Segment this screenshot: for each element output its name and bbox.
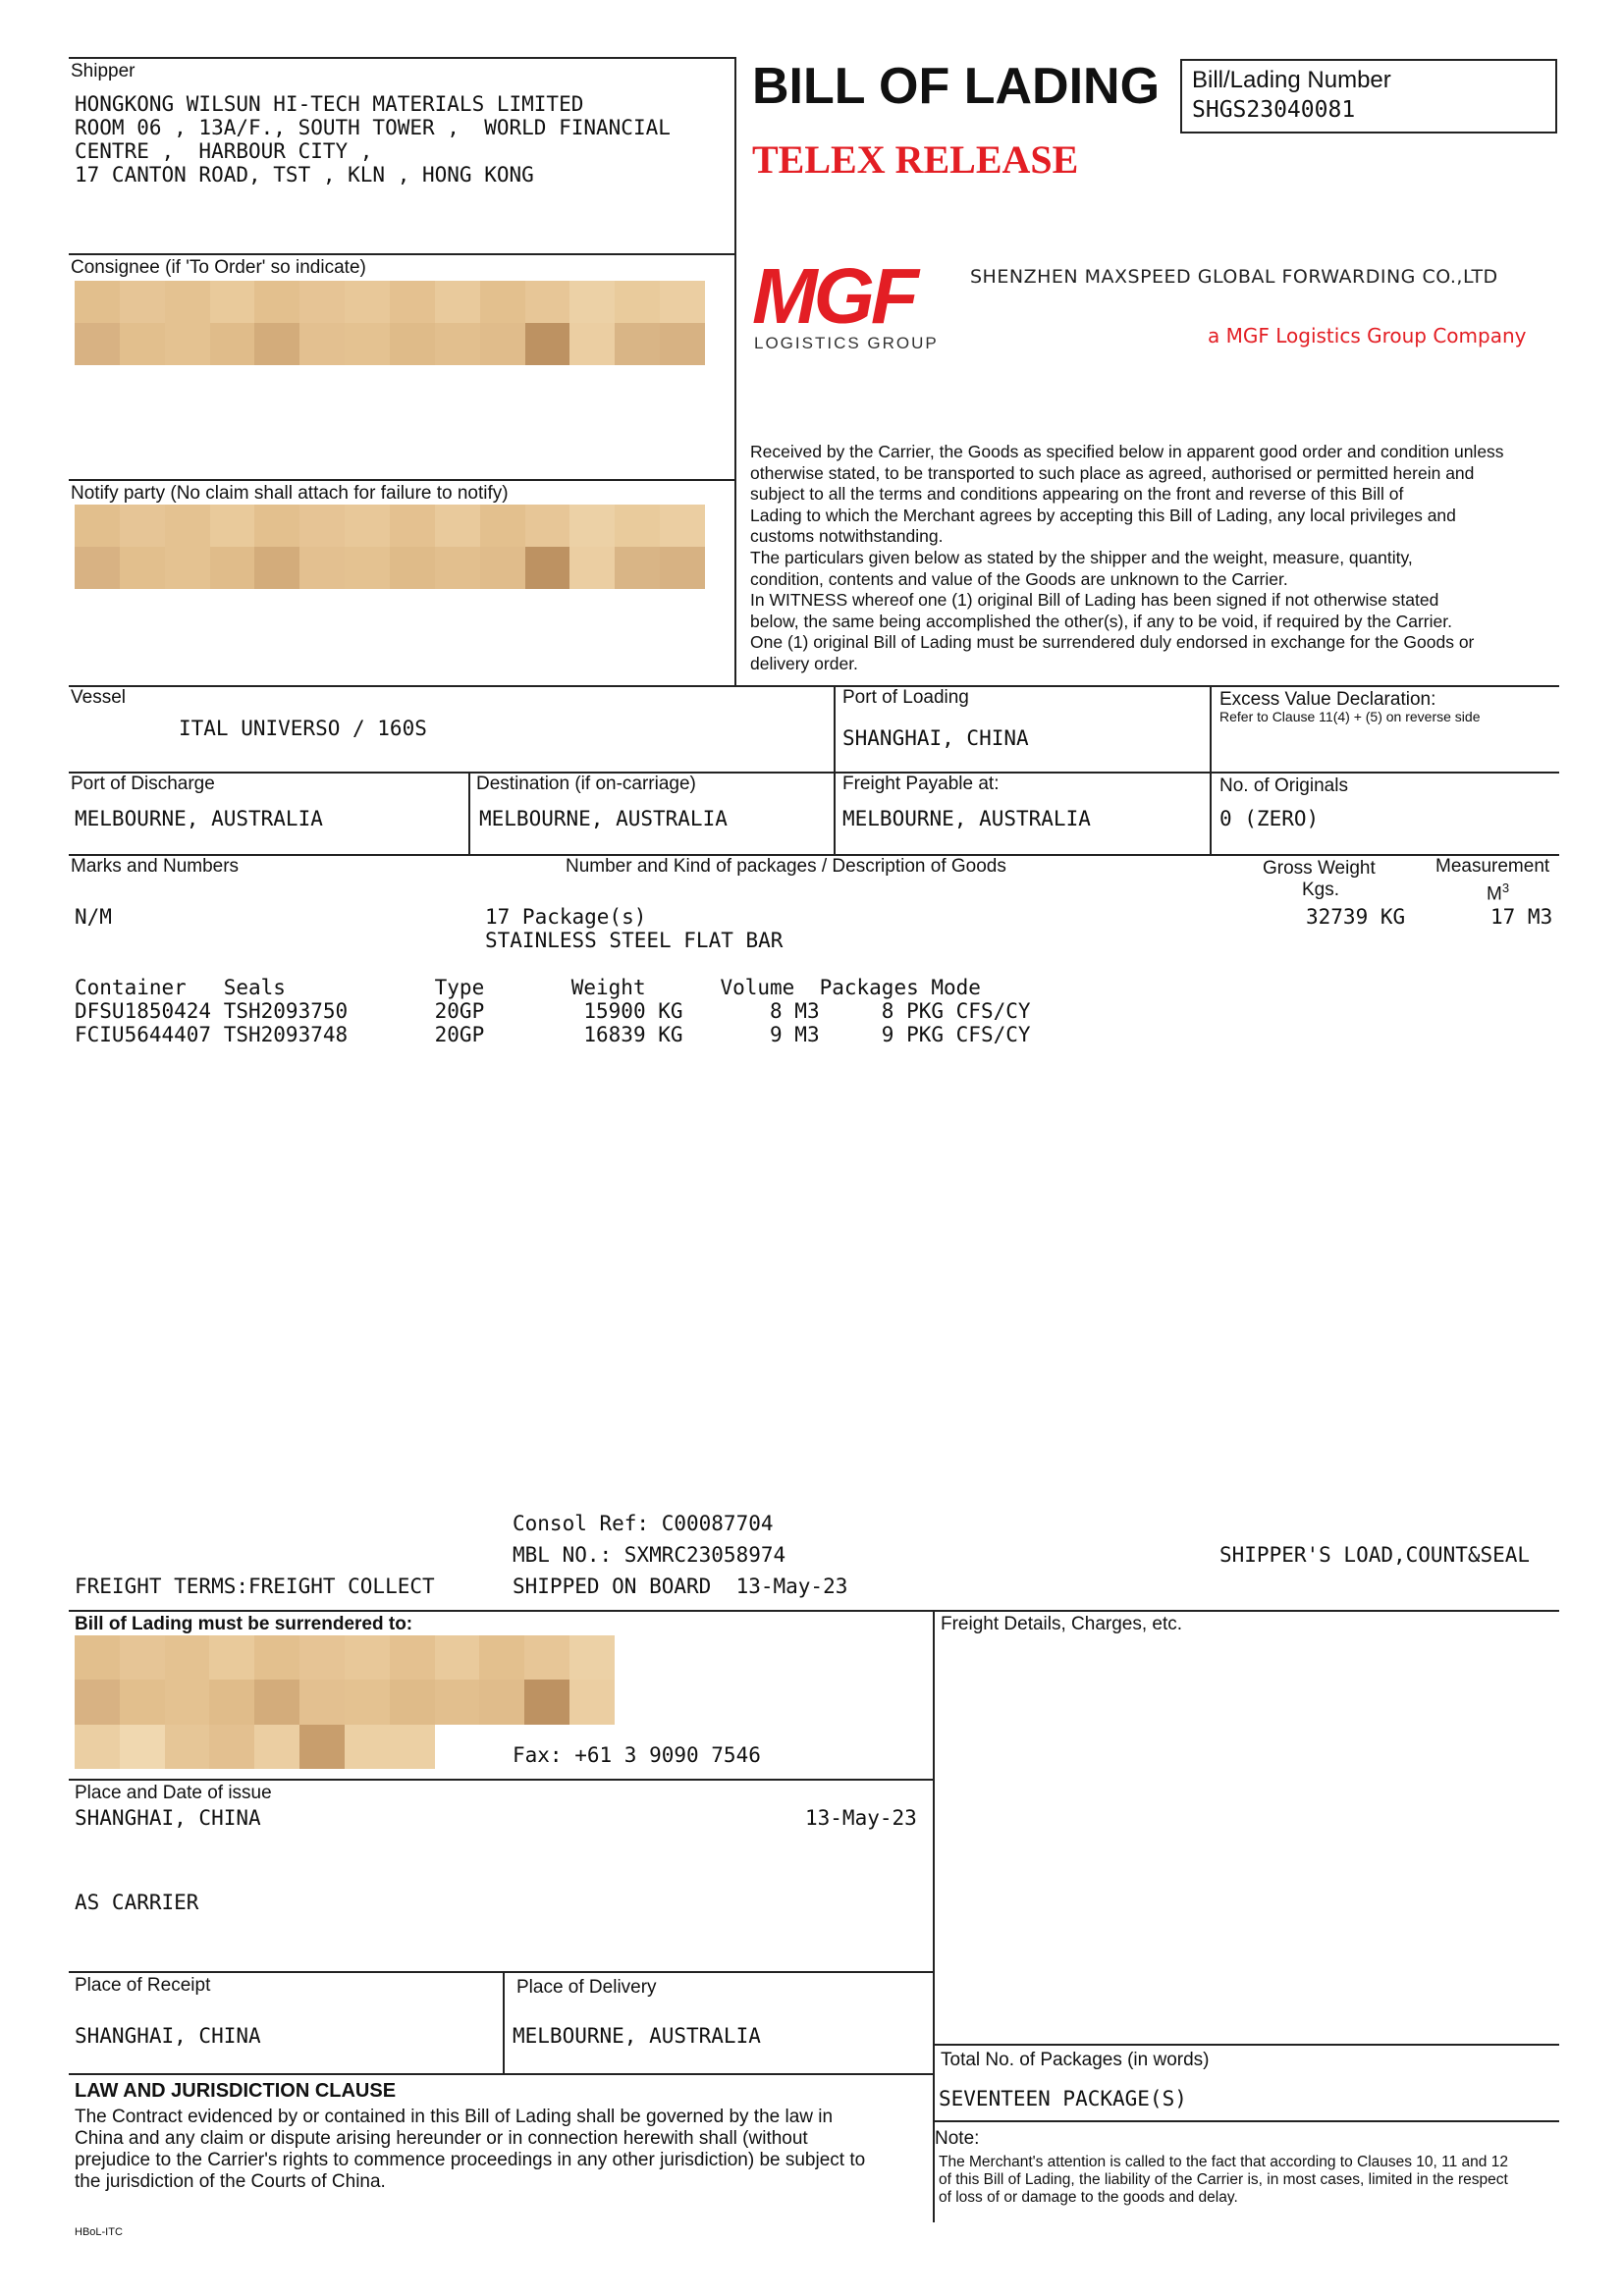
gross-weight-unit: Kgs. (1302, 880, 1340, 900)
law-text (75, 2107, 865, 2193)
consignee-label: Consignee (if 'To Order' so indicate) (71, 257, 366, 278)
receipt-value: SHANGHAI, CHINA (75, 2024, 261, 2048)
receipt-terms (750, 442, 1561, 675)
freight-payable-label: Freight Payable at: (842, 774, 1000, 794)
mbl-number: MBL NO.: SXMRC23058974 (513, 1543, 786, 1567)
measurement-label: Measurement (1435, 856, 1550, 877)
consol-ref: Consol Ref: C00087704 (513, 1512, 774, 1535)
measurement-value: 17 M3 (1490, 905, 1553, 929)
rule-issue-bottom (69, 1971, 933, 1973)
container-table-header: Container Seals Type Weight Volume Packages Mode (75, 976, 981, 999)
description-label: Number and Kind of packages / Description of Goods (566, 856, 1006, 877)
rule-receipt-bottom (69, 2073, 935, 2075)
rule-row-vessel (69, 685, 1559, 687)
rule-bottom-top (69, 1610, 1559, 1612)
freight-details-label: Freight Details, Charges, etc. (941, 1614, 1183, 1634)
shipper-load-count-seal: SHIPPER'S LOAD,COUNT&SEAL (1219, 1543, 1531, 1567)
mgf-logo (752, 252, 948, 355)
rule-receipt-right (503, 1971, 505, 2073)
mgf-logo-subtext: LOGISTICS GROUP (754, 334, 939, 352)
rule-v-col4 (1210, 685, 1212, 854)
law-line: the jurisdiction of the Courts of China. (75, 2171, 386, 2192)
terms-line: Lading to which the Merchant agrees by accepting this Bill of Lading, any local privileges and (750, 505, 1456, 525)
issue-label: Place and Date of issue (75, 1783, 272, 1803)
shipper-line: HONGKONG WILSUN HI-TECH MATERIALS LIMITED (75, 92, 584, 116)
shipper-line: CENTRE , HARBOUR CITY , (75, 139, 373, 163)
rule-shipper-bottom (69, 253, 735, 255)
rule-shipper-top (69, 57, 735, 59)
measurement-unit-text: M (1487, 883, 1502, 905)
note-line: of this Bill of Lading, the liability of the Carrier is, in most cases, limited in the respect (939, 2171, 1508, 2188)
measurement-unit (1487, 878, 1509, 904)
note-line: The Merchant's attention is called to the fact that according to Clauses 10, 11 and 12 (939, 2154, 1508, 2170)
container-row: FCIU5644407 TSH2093748 20GP 16839 KG 9 M3 9 PKG CFS/CY (75, 1023, 1031, 1046)
gross-weight-label: Gross Weight (1263, 858, 1376, 879)
freight-payable-value: MELBOURNE, AUSTRALIA (842, 807, 1091, 830)
terms-line: delivery order. (750, 653, 858, 673)
issue-place: SHANGHAI, CHINA (75, 1806, 261, 1830)
law-line: The Contract evidenced by or contained in this Bill of Lading shall be governed by the law in (75, 2107, 834, 2127)
receipt-label: Place of Receipt (75, 1975, 211, 1996)
document-title: BILL OF LADING (752, 58, 1161, 115)
delivery-label: Place of Delivery (516, 1977, 657, 1998)
destination-label: Destination (if on-carriage) (476, 774, 696, 794)
goods-description: STAINLESS STEEL FLAT BAR (485, 929, 784, 952)
delivery-value: MELBOURNE, AUSTRALIA (513, 2024, 761, 2048)
destination-value: MELBOURNE, AUSTRALIA (479, 807, 728, 830)
originals-label: No. of Originals (1219, 775, 1348, 796)
pod-label: Port of Discharge (71, 774, 215, 794)
note-title: Note: (935, 2128, 980, 2149)
total-packages-label: Total No. of Packages (in words) (941, 2050, 1210, 2070)
notify-label: Notify party (No claim shall attach for failure to notify) (71, 483, 509, 504)
vessel-value: ITAL UNIVERSO / 160S (179, 717, 427, 740)
notify-redacted-block (75, 505, 705, 589)
terms-line: condition, contents and value of the Goods are unknown to the Carrier. (750, 568, 1288, 589)
surrender-fax: Fax: +61 3 9090 7546 (513, 1743, 761, 1767)
issue-date: 13-May-23 (805, 1806, 917, 1830)
excess-value-note: Refer to Clause 11(4) + (5) on reverse side (1219, 709, 1481, 724)
rule-v-col3 (834, 685, 836, 854)
terms-line: In WITNESS whereof one (1) original Bill of Lading has been signed if not otherwise stated (750, 590, 1439, 611)
terms-line: otherwise stated, to be transported to such place as agreed, authorised or permitted herein and (750, 462, 1475, 483)
carrier-tagline: a MGF Logistics Group Company (1208, 324, 1527, 347)
pol-value: SHANGHAI, CHINA (842, 726, 1029, 750)
rule-left-block-right (734, 57, 736, 685)
rule-row-ports (69, 772, 1559, 774)
terms-line: customs notwithstanding. (750, 526, 944, 547)
bl-number-value: SHGS23040081 (1192, 97, 1356, 123)
marks-label: Marks and Numbers (71, 856, 240, 877)
pod-value: MELBOURNE, AUSTRALIA (75, 807, 323, 830)
vessel-label: Vessel (71, 687, 126, 708)
terms-line: below, the same being accomplished the other(s), if any to be void, if required by the Carrier. (750, 611, 1452, 631)
carrier-company-name: SHENZHEN MAXSPEED GLOBAL FORWARDING CO.,LTD (970, 266, 1498, 288)
rule-surrender-bottom (69, 1779, 933, 1781)
telex-release-label: TELEX RELEASE (752, 137, 1079, 182)
bl-number-box (1180, 59, 1557, 133)
shipper-line: ROOM 06 , 13A/F., SOUTH TOWER , WORLD FINANCIAL (75, 116, 671, 139)
terms-line: The particulars given below as stated by the shipper and the weight, measure, quantity, (750, 547, 1413, 567)
shipper-line: 17 CANTON ROAD, TST , KLN , HONG KONG (75, 163, 534, 187)
originals-value: 0 (ZERO) (1219, 807, 1320, 830)
form-code: HBoL-ITC (75, 2226, 123, 2238)
shipper-label: Shipper (71, 61, 135, 81)
terms-line: subject to all the terms and conditions appearing on the front and reverse of this Bill of (750, 484, 1404, 505)
rule-total-bottom (933, 2120, 1559, 2122)
rule-consignee-bottom (69, 479, 735, 481)
note-line: of loss of or damage to the goods and delay. (939, 2189, 1238, 2206)
terms-line: Received by the Carrier, the Goods as specified below in apparent good order and condition unless (750, 442, 1504, 461)
rule-total-top (933, 2044, 1559, 2046)
law-line: prejudice to the Carrier's rights to commence proceedings in any other jurisdiction) be subject to (75, 2150, 866, 2170)
rule-v-col2 (468, 772, 470, 854)
gross-weight-value: 32739 KG (1306, 905, 1406, 929)
law-line: China and any claim or dispute arising hereunder or in connection herewith shall (without (75, 2128, 808, 2149)
note-text (939, 2154, 1508, 2207)
bl-number-label: Bill/Lading Number (1192, 67, 1391, 93)
packages-value: 17 Package(s) (485, 905, 647, 929)
as-carrier: AS CARRIER (75, 1891, 199, 1914)
excess-value-label: Excess Value Declaration: (1219, 689, 1436, 710)
container-row: DFSU1850424 TSH2093750 20GP 15900 KG 8 M3 8 PKG CFS/CY (75, 999, 1031, 1023)
surrender-label: Bill of Lading must be surrendered to: (75, 1614, 413, 1634)
shipped-on-board: SHIPPED ON BOARD 13-May-23 (513, 1575, 848, 1598)
pol-label: Port of Loading (842, 687, 969, 708)
freight-terms: FREIGHT TERMS:FREIGHT COLLECT (75, 1575, 435, 1598)
terms-line: One (1) original Bill of Lading must be surrendered duly endorsed in exchange for the Goods or (750, 632, 1475, 653)
mgf-logo-mark: MGF (752, 252, 915, 340)
law-title: LAW AND JURISDICTION CLAUSE (75, 2080, 397, 2102)
total-packages-value: SEVENTEEN PACKAGE(S) (939, 2087, 1187, 2110)
marks-value: N/M (75, 905, 112, 929)
measurement-unit-sup: 3 (1501, 881, 1510, 895)
consignee-redacted-block (75, 281, 705, 365)
